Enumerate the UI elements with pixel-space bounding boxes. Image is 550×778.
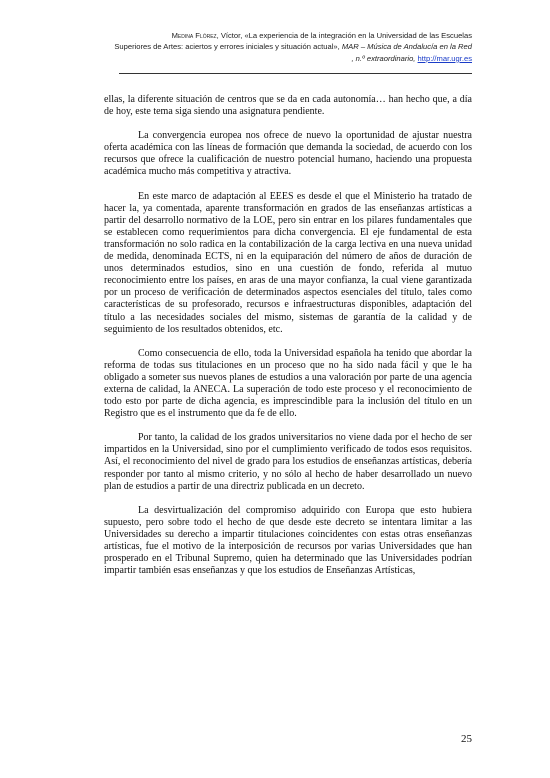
header-citation-line1: , Víctor, «La experiencia de la integración en la Universidad de las Escuelas <box>216 31 472 40</box>
body-text <box>104 94 472 577</box>
running-header <box>112 30 472 64</box>
header-journal: MAR – Música de Andalucía en la Red <box>341 42 472 52</box>
page-number: 25 <box>461 733 472 745</box>
paragraph-4: Como consecuencia de ello, toda la Universidad española ha tenido que abordar la reforma de todas sus titulaciones en un proceso que no ha sido nada fácil y que le ha obligado a someter sus nuevos planes de estudios a una valoración por parte de una agencia externa de calidad, la ANECA. La superación de todo este proceso y el reconocimiento de todo esto por parte de dicha agencia, es imprescindible para la inclusión del título en un Registro que es el instrumento que da fe de ello. <box>104 347 472 420</box>
paragraph-6: La desvirtualización del compromiso adquirido con Europa que esto hubiera supuesto, pero sobre todo el hecho de que desde este decreto se intentara limitar a las Universidades su derecho a impartir titulaciones coincidentes con estas otras enseñanzas artísticas, fue el motivo de la interposición de recursos por varias Universidades que han prosperado en el Tribunal Supremo, quien ha determinado que las Universidades podrían impartir también esas enseñanzas y que los estudios de Enseñanzas Artísticas, <box>104 504 472 577</box>
header-author: Medina Flórez <box>171 31 217 40</box>
paragraph-2: La convergencia europea nos ofrece de nuevo la oportunidad de ajustar nuestra oferta académica con las líneas de formación que demanda la sociedad, de acuerdo con los recursos que ofrece la cualificación de nuestro potencial humano, haciendo una propuesta académica mucho más competitiva y atractiva. <box>104 130 472 178</box>
paragraph-1: ellas, la diferente situación de centros que se da en cada autonomía… han hecho que, a día de hoy, este tema siga siendo una asignatura pendiente. <box>104 94 472 118</box>
header-citation-line2: Superiores de Artes: aciertos y errores iniciales y situación actual», <box>114 42 340 52</box>
header-divider <box>119 73 472 74</box>
paragraph-3: En este marco de adaptación al EEES es desde el que el Ministerio ha tratado de hacer la, ya comentada, aparente transformación en grados de las enseñanzas artísticas a partir del desarrollo normativo de la LOE, pero sin entrar en los pilares fundamentales que se establecen como requerimientos para dicha convergencia. El eje fundamental de esta transformación no solo radica en la contabilización de la carga lectiva en una nueva unidad de medida, denominada ECTS, ni en la equiparación del número de años de duración de unos determinados estudios, sino en una cuestión de fondo, referida al mutuo reconocimiento entre los países, en aras de una mayor confianza, la cual viene garantizada por un proceso de verificación de determinados aspectos esenciales del título, tales como características de su profesorado, recursos e infraestructuras disponibles, adaptación del título a las necesidades sociales del mismo, sistemas de garantía de la calidad y de seguimiento de los resultados obtenidos, etc. <box>104 190 472 335</box>
header-issue: , n.º extraordinario, <box>351 53 416 63</box>
header-url-link[interactable]: http://mar.ugr.es <box>417 53 472 63</box>
paragraph-5: Por tanto, la calidad de los grados universitarios no viene dada por el hecho de ser impartidos en la Universidad, sino por el cumplimiento verificado de todos esos requisitos. Así, el reconocimiento del nivel de grado para los estudios de enseñanzas artísticas, debería responder por tanto al mismo criterio, y no sólo al hecho de haber desarrollado un nuevo plan de estudios a partir de una directriz publicada en un decreto. <box>104 432 472 492</box>
